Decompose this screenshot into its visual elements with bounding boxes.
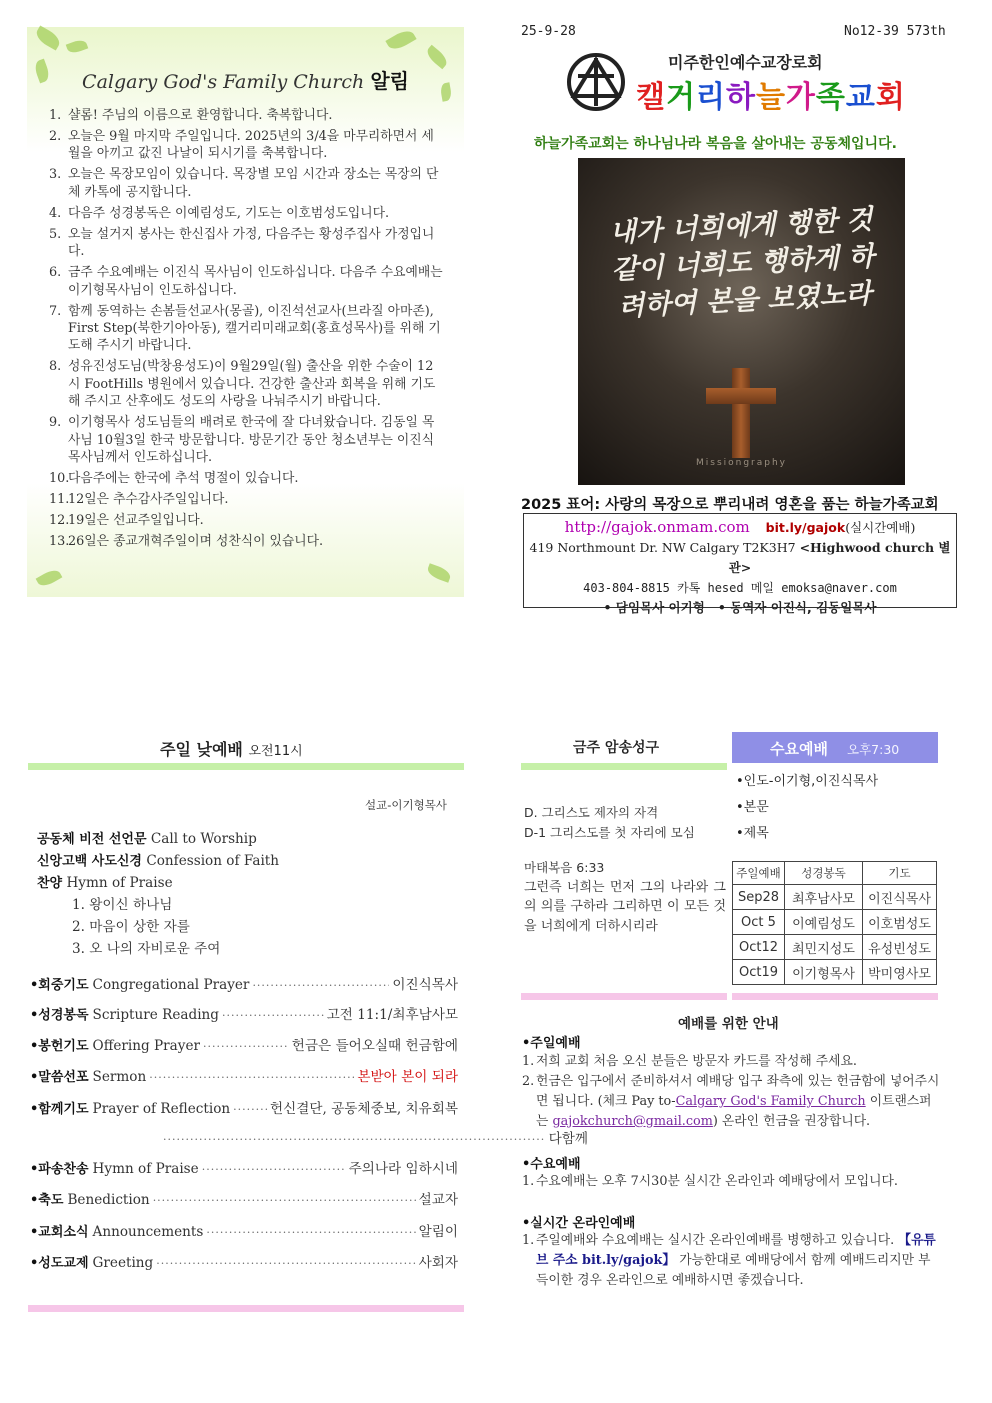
table-cell: 박미영사모 — [863, 960, 937, 985]
notice-number: 11. — [49, 492, 70, 508]
worship-order-row — [30, 1220, 458, 1240]
table-row — [733, 935, 937, 960]
denomination-name: 미주한인예수교장로회 — [668, 53, 823, 72]
table-cell: Oct19 — [733, 960, 785, 985]
worship-order-row — [30, 1157, 458, 1177]
notice-item — [49, 414, 444, 466]
table-row — [733, 910, 937, 935]
leader-dots — [203, 1040, 289, 1053]
notice-item — [49, 264, 444, 299]
section-divider — [732, 993, 938, 1000]
creed-label: 신앙고백 사도신경 — [37, 854, 142, 869]
notice-item — [49, 107, 444, 124]
leaf-decoration — [426, 563, 453, 582]
table-header-row — [733, 862, 937, 885]
wednesday-header — [732, 732, 938, 763]
guide-item: 1. 수요예배는 오후 7시30분 실시간 온라인과 예배당에서 모입니다. — [522, 1172, 942, 1192]
table-cell: 이호범성도 — [863, 910, 937, 935]
hero-credit: Missiongraphy — [695, 458, 788, 468]
hymn-en: Hymn of Praise — [66, 875, 173, 891]
notice-number: 10. — [49, 471, 70, 487]
order-value: 설교자 — [418, 1192, 458, 1208]
call-en: Call to Worship — [150, 831, 257, 847]
call-to-worship — [37, 828, 257, 847]
notice-box — [27, 27, 464, 597]
leaf-decoration — [385, 27, 416, 53]
order-label: •말씀선포 — [30, 1070, 89, 1085]
guide-item: 1. 주일예배와 수요예배는 실시간 온라인예배를 병행하고 있습니다. 【유튜브 주소 bit.ly/gajok】 가능한대로 예배당에서 함께 예배드리지만 부득이한 경우 온라인으로 예배하시면 좋겠습니다. — [522, 1233, 936, 1288]
order-label: •함께기도 — [30, 1102, 89, 1117]
section-divider — [521, 993, 727, 1000]
order-value: 주의나라 임하시네 — [348, 1161, 458, 1177]
memory-line: D-1 그리스도를 첫 자리에 모심 — [524, 824, 695, 840]
table-header: 주일예배 — [733, 862, 785, 885]
order-english: Sermon — [92, 1069, 147, 1085]
worship-order-row — [30, 1034, 458, 1054]
worship-order-row — [30, 1188, 458, 1208]
notice-number: 1. — [49, 108, 62, 123]
notice-title-en: Calgary God's Family Church — [82, 71, 365, 93]
table-cell: 이진식목사 — [863, 885, 937, 910]
notice-item — [49, 226, 444, 261]
wednesday-topic: •제목 — [736, 826, 769, 841]
notice-number: 13. — [49, 534, 70, 550]
church-venue: <Highwood church 별관> — [728, 540, 951, 575]
notice-text: 함께 동역하는 손봄들선교사(몽골), 이진석선교사(브라질 아마존), First Step(북한기아아동), 캘거리미래교회(홍효성목사)를 위해 기도해 주시기 바랍니다. — [68, 303, 441, 354]
guide-item: 1. 저희 교회 처음 오신 분들은 방문자 카드를 작성해 주세요. — [522, 1052, 942, 1072]
notice-item — [49, 358, 444, 410]
church-name — [636, 72, 906, 116]
duty-table — [732, 861, 937, 985]
church-name-char: 회 — [875, 80, 906, 115]
leader-dots — [156, 1257, 415, 1270]
wednesday-title: 수요예배 — [770, 740, 828, 758]
worship-order-row — [30, 1127, 588, 1147]
memory-verse-block — [524, 803, 726, 936]
order-label: •축도 — [30, 1193, 64, 1208]
notice-text: 샬롬! 주님의 이름으로 환영합니다. 축복합니다. — [68, 108, 333, 123]
sunday-worship-title — [160, 737, 303, 760]
payee-link[interactable]: Calgary God's Family Church — [675, 1094, 866, 1109]
order-label: •회중기도 — [30, 978, 89, 993]
leader-dots — [206, 1226, 415, 1239]
section-divider — [28, 1305, 464, 1312]
guide-sunday-heading: •주일예배 — [522, 1036, 581, 1051]
church-logo-icon — [566, 52, 626, 112]
guide-online-heading: •실시간 온라인예배 — [522, 1216, 636, 1231]
order-value: 이진식목사 — [392, 977, 458, 993]
church-name-char: 캘 — [636, 80, 666, 115]
guide-title: 예배를 위한 안내 — [678, 1016, 779, 1032]
preacher-label: 설교-이기형목사 — [365, 798, 447, 812]
cross-bar — [706, 388, 776, 404]
leader-dots — [252, 979, 389, 992]
table-cell: 최민지성도 — [785, 935, 863, 960]
memory-verse-title: 금주 암송성구 — [573, 740, 660, 756]
guide-text: ) 온라인 헌금을 권장합니다. — [712, 1114, 871, 1129]
guide-item: 2. 헌금은 입구에서 준비하셔서 예배당 입구 좌측에 있는 헌금함에 넣어주시면 됩니다. (체크 Pay to-Calgary God's Family Church 이트랜스퍼는 gajokchurch@gmail.com) 온라인 헌금을 권장합니다. — [522, 1074, 940, 1129]
notice-title-ko: 알림 — [370, 69, 409, 93]
order-label: •성경봉독 — [30, 1008, 89, 1023]
memory-reference: 마태복음 6:33 — [524, 860, 605, 875]
table-cell: 최후남사모 — [785, 885, 863, 910]
table-cell: 유성빈성도 — [863, 935, 937, 960]
hero-verse: 내가 너희에게 행한 것 같이 너희도 행하게 하려하여 본을 보였노라 — [608, 204, 876, 323]
notice-item — [49, 303, 444, 355]
order-english: Greeting — [92, 1255, 154, 1271]
hymn-label: 찬양 — [37, 876, 63, 891]
guide-text: 헌금은 입구에서 준비하셔서 예배당 입구 좌측에 있는 헌금함에 넣어주시면 됩니다. (체크 Pay to- — [536, 1074, 940, 1109]
leader-dots — [149, 1071, 354, 1084]
leader-dots — [202, 1163, 346, 1176]
bulletin-issue: No12-39 573th — [844, 24, 946, 39]
guide-text: 가능한대로 예배당에서 함께 예배드리지만 부득이한 경우 온라인으로 예배하시면 좋겠습니다. — [536, 1253, 931, 1288]
notice-text: 오늘 설거지 봉사는 한신집사 가정, 다음주는 황성주집사 가정입니다. — [68, 226, 435, 260]
notice-text: 다음주 성경봉독은 이예림성도, 기도는 이호범성도입니다. — [68, 205, 390, 221]
hymn-item: 2. 마음이 상한 자를 — [72, 919, 190, 935]
table-cell: Oct 5 — [733, 910, 785, 935]
order-value: 본받아 본이 되라 — [357, 1069, 458, 1085]
leader-dots — [153, 1194, 416, 1207]
worship-order-row — [30, 1003, 458, 1023]
table-cell: Oct12 — [733, 935, 785, 960]
order-value: 고전 11:1/최후남사모 — [326, 1007, 458, 1023]
leaf-decoration — [33, 25, 63, 50]
church-name-char: 가 — [785, 80, 816, 115]
notice-text: 26일은 종교개혁주일이며 성찬식이 있습니다. — [68, 534, 324, 550]
order-english: Hymn of Praise — [92, 1161, 199, 1177]
order-value: 사회자 — [418, 1255, 458, 1271]
pastors-line: • 담임목사 이기형 • 동역자 이진식, 김동일목사 — [603, 600, 877, 615]
notice-item — [49, 533, 444, 550]
leader-dots — [233, 1103, 267, 1116]
notice-number: 6. — [49, 265, 62, 281]
guide-text: 이트랜스퍼는 — [536, 1094, 932, 1129]
live-stream-link[interactable]: bit.ly/gajok — [765, 520, 846, 535]
order-value: 알림이 — [418, 1224, 458, 1240]
table-cell: Sep28 — [733, 885, 785, 910]
order-value: 헌신결단, 공동체중보, 치유회복 — [270, 1101, 458, 1117]
youtube-link[interactable]: 【유튜브 주소 bit.ly/gajok】 — [536, 1233, 936, 1268]
church-address: 419 Northmount Dr. NW Calgary T2K3H7 — [529, 540, 796, 555]
year-motto: 2025 표어: 사랑의 목장으로 뿌리내려 영혼을 품는 하늘가족교회 — [521, 497, 939, 513]
church-name-char: 거 — [665, 80, 696, 115]
table-header: 기도 — [863, 862, 937, 885]
notice-number: 2. — [49, 129, 62, 144]
worship-order-row — [30, 973, 458, 993]
email-link[interactable]: gajokchurch@gmail.com — [552, 1114, 713, 1129]
table-header: 성경봉독 — [785, 862, 863, 885]
notice-item — [49, 491, 444, 508]
order-value: 헌금은 들어오실때 헌금함에 — [291, 1038, 458, 1054]
notice-list — [49, 107, 444, 554]
contact-phone-email: 403-804-8815 카톡 hesed 메일 emoksa@naver.com — [583, 581, 897, 595]
section-divider — [521, 763, 727, 770]
worship-order-row — [30, 1065, 458, 1085]
order-label: •봉헌기도 — [30, 1039, 89, 1054]
notice-text: 금주 수요예배는 이진식 목사님이 인도하십니다. 다음주 수요예배는 이기형목사님이 인도하십니다. — [68, 265, 443, 298]
order-english: Offering Prayer — [92, 1038, 200, 1054]
wednesday-leader: •인도-이기형,이진식목사 — [736, 774, 879, 789]
order-english: Congregational Prayer — [92, 977, 250, 993]
table-cell: 이기형목사 — [785, 960, 863, 985]
guide-wednesday-heading: •수요예배 — [522, 1157, 581, 1172]
guide-text: 수요예배는 오후 7시30분 실시간 온라인과 예배당에서 모입니다. — [536, 1174, 898, 1189]
leaf-decoration — [66, 38, 89, 55]
notice-text: 다음주에는 한국에 추석 명절이 있습니다. — [68, 471, 299, 487]
notice-text: 12일은 추수감사주일입니다. — [68, 492, 229, 508]
church-name-char: 리 — [695, 80, 726, 115]
church-name-char: 교 — [845, 80, 876, 115]
table-row — [733, 960, 937, 985]
hymn-item: 3. 오 나의 자비로운 주여 — [72, 941, 221, 957]
memory-verse-text: 그런즉 너희는 먼저 그의 나라와 그의 의를 구하라 그리하면 이 모든 것을 너희에게 더하시리라 — [524, 879, 726, 934]
section-divider — [28, 763, 464, 770]
notice-number: 8. — [49, 359, 62, 375]
notice-number: 5. — [49, 226, 62, 242]
notice-text: 오늘은 목장모임이 있습니다. 목장별 모임 시간과 장소는 목장의 단체 카톡에 공지합니다. — [68, 167, 439, 200]
notice-number: 3. — [49, 167, 62, 183]
notice-text: 오늘은 9월 마지막 주일입니다. 2025년의 3/4을 마무리하면서 세월을 아끼고 값진 나날이 되시기를 축복합니다. — [68, 129, 434, 162]
website-link[interactable]: http://gajok.onmam.com — [564, 518, 750, 536]
wednesday-time: 오후7:30 — [847, 742, 900, 757]
live-stream-label: (실시간예배) — [845, 520, 916, 535]
hymn-of-praise — [37, 872, 173, 891]
worship-time: 오전11시 — [248, 744, 303, 759]
worship-order-row — [30, 1251, 458, 1271]
notice-number: 12. — [49, 513, 70, 529]
notice-item — [49, 205, 444, 222]
church-name-char: 늘 — [755, 80, 786, 115]
notice-item — [49, 512, 444, 529]
table-row — [733, 885, 937, 910]
notice-title — [27, 65, 464, 94]
confession-of-faith — [37, 850, 279, 869]
order-english: Benediction — [67, 1192, 150, 1208]
worship-order-row — [30, 1097, 458, 1117]
memory-line: D. 그리스도 제자의 자격 — [524, 805, 659, 820]
notice-text: 성유진성도님(박창용성도)이 9월29일(월) 출산을 위한 수술이 12시 FootHills 병원에서 있습니다. 건강한 출산과 회복을 위해 기도해 주시고 산후에도 성도의 사랑을 나눠주시기 바랍니다. — [68, 359, 436, 410]
call-label: 공동체 비전 선언문 — [37, 832, 147, 847]
cross-icon — [732, 368, 750, 458]
contact-box — [523, 513, 957, 615]
notice-item — [49, 470, 444, 487]
church-name-char: 족 — [815, 80, 846, 115]
guide-text: 주일예배와 수요예배는 실시간 온라인예배를 병행하고 있습니다. — [536, 1233, 895, 1248]
notice-item — [49, 128, 444, 163]
church-slogan: 하늘가족교회는 하나님나라 복음을 살아내는 공동체입니다. — [534, 136, 897, 152]
order-english: Scripture Reading — [92, 1007, 219, 1023]
wednesday-text: •본문 — [736, 800, 769, 815]
order-value: 다함께 — [548, 1131, 588, 1147]
bulletin-date: 25-9-28 — [521, 24, 576, 39]
notice-number: 9. — [49, 415, 62, 431]
leader-dots — [222, 1009, 324, 1022]
notice-number: 4. — [49, 205, 62, 221]
church-name-char: 하 — [725, 80, 756, 115]
notice-text: 이기형목사 성도님들의 배려로 한국에 잘 다녀왔습니다. 김동일 목사님 10월3일 한국 방문합니다. 방문기간 동안 청소년부는 이진식목사님께서 인도하십니다. — [68, 415, 435, 466]
hero-image — [578, 158, 905, 485]
hymn-item: 1. 왕이신 하나님 — [72, 897, 173, 913]
notice-number: 7. — [49, 303, 62, 319]
notice-item — [49, 166, 444, 201]
leader-dots — [163, 1133, 546, 1146]
order-label: •교회소식 — [30, 1225, 89, 1240]
worship-title-text: 주일 낮예배 — [160, 740, 243, 759]
guide-text: 저희 교회 처음 오신 분들은 방문자 카드를 작성해 주세요. — [536, 1054, 857, 1069]
leaf-decoration — [36, 567, 63, 589]
order-english: Announcements — [92, 1224, 204, 1240]
table-cell: 이예림성도 — [785, 910, 863, 935]
order-label: •성도교제 — [30, 1256, 89, 1271]
notice-text: 19일은 선교주일입니다. — [68, 513, 204, 529]
creed-en: Confession of Faith — [146, 853, 280, 869]
order-english: Prayer of Reflection — [92, 1101, 231, 1117]
order-label: •파송찬송 — [30, 1162, 89, 1177]
